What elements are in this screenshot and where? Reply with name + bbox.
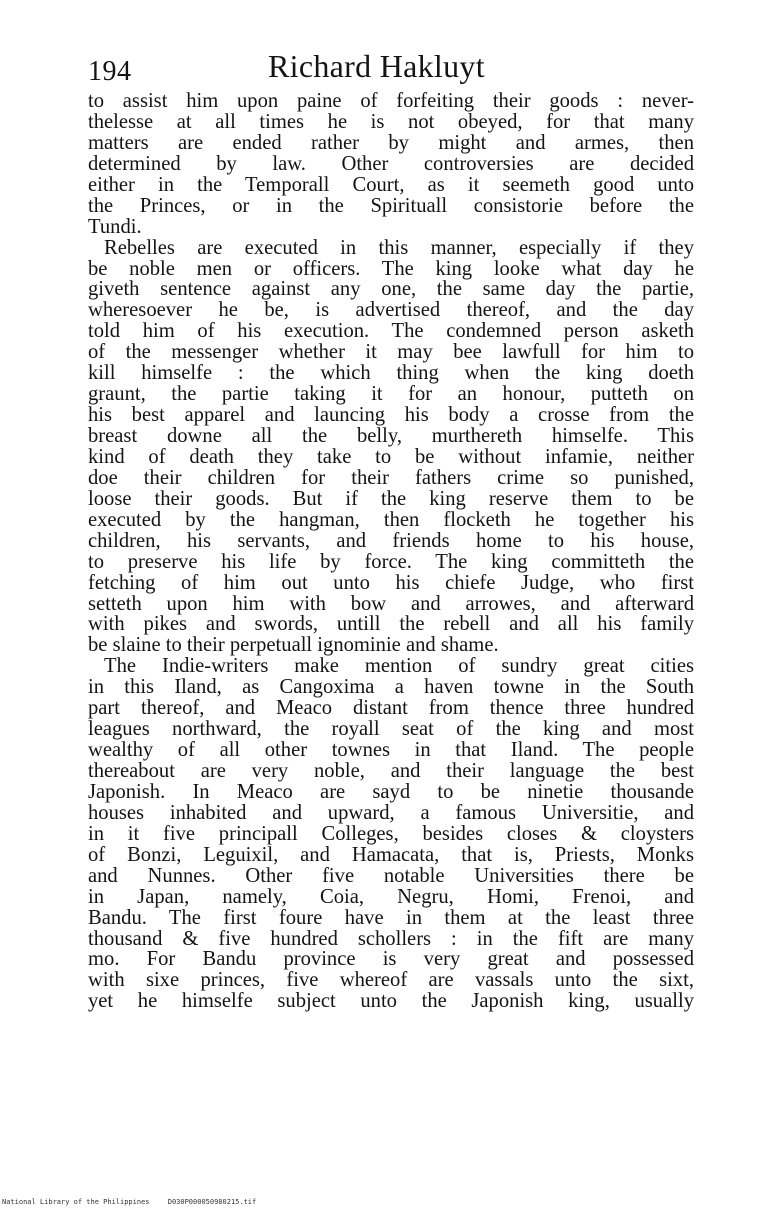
- running-title: Richard Hakluyt: [268, 48, 485, 84]
- text-line: of Bonzi, Leguixil, and Hamacata, that is, Priests, Monks: [88, 843, 694, 866]
- text-line: graunt, the partie taking it for an honour, putteth on: [88, 383, 694, 406]
- scan-footer: [2, 1199, 256, 1206]
- text-line: The Indie-writers make mention of sundry great cities: [104, 655, 694, 678]
- text-line: kind of death they take to be without infamie, neither: [88, 445, 694, 468]
- text-line: doe their children for their fathers crime so punished,: [88, 466, 694, 489]
- text-line: wheresoever he be, is advertised thereof, and the day: [88, 299, 694, 322]
- text-line: children, his servants, and friends home to his house,: [88, 529, 694, 552]
- text-line: to preserve his life by force. The king committeth the: [88, 550, 694, 573]
- text-line: kill himselfe : the which thing when the king doeth: [88, 362, 694, 385]
- text-line: either in the Temporall Court, as it seemeth good unto: [88, 173, 694, 196]
- text-line: determined by law. Other controversies are decided: [88, 152, 694, 175]
- text-line: matters are ended rather by might and armes, then: [88, 131, 694, 154]
- text-line: part thereof, and Meaco distant from thence three hundred: [88, 697, 694, 720]
- text-line: mo. For Bandu province is very great and possessed: [88, 948, 694, 971]
- text-line: of the messenger whether it may bee lawfull for him to: [88, 341, 694, 364]
- text-line: to assist him upon paine of forfeiting their goods : never-: [88, 90, 694, 112]
- text-line: Tundi.: [88, 215, 142, 238]
- text-line: his best apparel and launcing his body a crosse from the: [88, 404, 694, 427]
- text-line: with pikes and swords, untill the rebell and all his family: [88, 613, 694, 636]
- text-line: in Japan, namely, Coia, Negru, Homi, Frenoi, and: [88, 885, 694, 908]
- page-number: 194: [88, 56, 132, 87]
- text-line: and Nunnes. Other five notable Universities there be: [88, 864, 694, 887]
- text-line: told him of his execution. The condemned person asketh: [88, 320, 694, 343]
- text-line: thereabout are very noble, and their language the best: [88, 760, 694, 782]
- text-line: wealthy of all other townes in that Iland. The people: [88, 739, 694, 762]
- text-line: be slaine to their perpetuall ignominie and shame.: [88, 634, 499, 657]
- text-line: loose their goods. But if the king reserve them to be: [88, 487, 694, 510]
- body-text: [88, 91, 694, 1012]
- text-line: in this Iland, as Cangoxima a haven towne in the South: [88, 676, 694, 699]
- text-line: Bandu. The first foure have in them at the least three: [88, 906, 694, 929]
- text-line: leagues northward, the royall seat of the king and most: [88, 718, 694, 741]
- text-line: executed by the hangman, then flocketh he together his: [88, 508, 694, 531]
- text-line: houses inhabited and upward, a famous Universitie, and: [88, 801, 694, 824]
- text-line: the Princes, or in the Spirituall consistorie before the: [88, 194, 694, 217]
- text-line: be noble men or officers. The king looke what day he: [88, 257, 694, 280]
- text-line: in it five principall Colleges, besides closes & cloysters: [88, 822, 694, 845]
- text-line: giveth sentence against any one, the same day the partie,: [88, 278, 694, 301]
- library-credit: National Library of the Philippines: [2, 1198, 150, 1206]
- text-line: fetching of him out unto his chiefe Judge, who first: [88, 571, 694, 594]
- text-line: Rebelles are executed in this manner, especially if they: [104, 236, 694, 259]
- file-id: D030P000050980215.tif: [167, 1198, 257, 1206]
- text-line: breast downe all the belly, murthereth himselfe. This: [88, 425, 694, 447]
- text-line: yet he himselfe subject unto the Japonish king, usually: [88, 990, 694, 1013]
- text-line: setteth upon him with bow and arrowes, and afterward: [88, 592, 694, 615]
- text-line: Japonish. In Meaco are sayd to be ninetie thousande: [88, 780, 694, 803]
- text-line: with sixe princes, five whereof are vassals unto the sixt,: [88, 969, 694, 992]
- text-line: thelesse at all times he is not obeyed, for that many: [88, 110, 694, 133]
- text-line: thousand & five hundred schollers : in the fift are many: [88, 927, 694, 950]
